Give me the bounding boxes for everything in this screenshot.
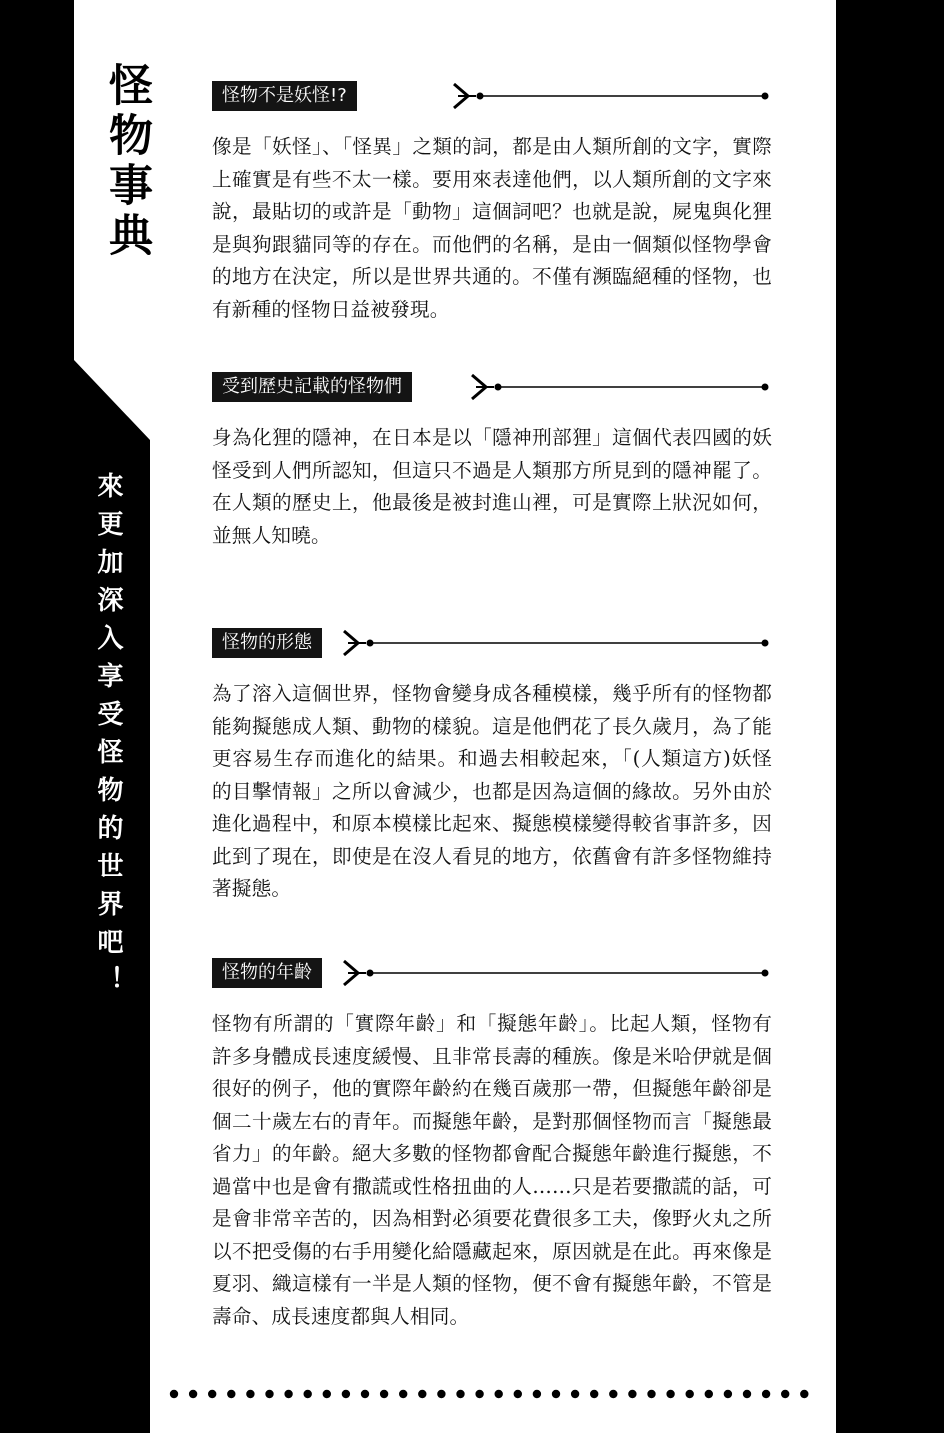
arrow-line-icon bbox=[342, 628, 772, 658]
section-heading bbox=[212, 372, 772, 402]
sidebar-tagline: 來更加深入享受怪物的世界吧！ bbox=[93, 472, 123, 1004]
right-margin-bar bbox=[836, 0, 944, 1433]
divider-dot bbox=[628, 1390, 636, 1398]
divider-dot bbox=[724, 1390, 732, 1398]
divider-dot bbox=[208, 1390, 216, 1398]
arrow-line-icon bbox=[470, 372, 772, 402]
divider-dot bbox=[380, 1390, 388, 1398]
section-heading-label: 怪物的形態 bbox=[212, 628, 322, 658]
divider-dot bbox=[609, 1390, 617, 1398]
divider-dot bbox=[647, 1390, 655, 1398]
section-body: 怪物有所謂的「實際年齡」和「擬態年齡」。比起人類，怪物有許多身體成長速度緩慢、且非常長壽的種族。像是米哈伊就是個很好的例子，他的實際年齡約在幾百歲那一帶，但擬態年齡卻是個二十歲左右的青年。而擬態年齡，是對那個怪物而言「擬態最省力」的年齡。絕大多數的怪物都會配合擬態年齡進行擬態，不過當中也是會有撒謊或性格扭曲的人……只是若要撒謊的話，可是會非常辛苦的，因為相對必須要花費很多工夫，像野火丸之所以不把受傷的右手用變化給隱藏起來，原因就是在此。再來像是夏羽、織這樣有一半是人類的怪物，便不會有擬態年齡，不管是壽命、成長速度都與人相同。 bbox=[212, 1012, 772, 1328]
section-body: 像是「妖怪」、「怪異」之類的詞，都是由人類所創的文字，實際上確實是有些不太一樣。要用來表達他們，以人類所創的文字來說，最貼切的或許是「動物」這個詞吧？也就是說，屍鬼與化狸是與狗跟貓同等的存在。而他們的名稱，是由一個類似怪物學會的地方在決定，所以是世界共通的。不僅有瀕臨絕種的怪物，也有新種的怪物日益被發現。 bbox=[212, 135, 772, 321]
divider-dot bbox=[666, 1390, 674, 1398]
divider-dot bbox=[227, 1390, 235, 1398]
divider-dot bbox=[514, 1390, 522, 1398]
divider-dot bbox=[686, 1390, 694, 1398]
divider-dot bbox=[399, 1390, 407, 1398]
divider-dot bbox=[437, 1390, 445, 1398]
section-monster-forms bbox=[212, 628, 772, 925]
divider-dot bbox=[265, 1390, 273, 1398]
section-heading-label: 怪物的年齡 bbox=[212, 958, 322, 988]
divider-dot bbox=[456, 1390, 464, 1398]
section-body: 為了溶入這個世界，怪物會變身成各種模樣，幾乎所有的怪物都能夠擬態成人類、動物的樣貌。這是他們花了長久歲月，為了能更容易生存而進化的結果。和過去相較起來，「(人類這方)妖怪的目擊情報」之所以會減少，也都是因為這個的緣故。另外由於進化過程中，和原本模樣比起來、擬態模樣變得較省事許多，因此到了現在，即使是在沒人看見的地方，依舊會有許多怪物維持著擬態。 bbox=[212, 682, 772, 900]
dotted-divider bbox=[166, 1384, 826, 1404]
page-title: 怪物事典 bbox=[101, 62, 152, 262]
divider-dot bbox=[246, 1390, 254, 1398]
divider-dot bbox=[418, 1390, 426, 1398]
divider-dot bbox=[762, 1390, 770, 1398]
divider-dot bbox=[361, 1390, 369, 1398]
divider-dot bbox=[495, 1390, 503, 1398]
section-monster-age bbox=[212, 958, 772, 1353]
arrow-line-icon bbox=[342, 958, 772, 988]
divider-dot bbox=[170, 1390, 178, 1398]
section-heading bbox=[212, 628, 772, 658]
arrow-line-icon bbox=[452, 81, 772, 111]
divider-dot bbox=[705, 1390, 713, 1398]
section-heading-label: 怪物不是妖怪!? bbox=[212, 81, 357, 111]
divider-dot bbox=[189, 1390, 197, 1398]
section-historical-monsters bbox=[212, 372, 772, 572]
section-heading bbox=[212, 958, 772, 988]
divider-dot bbox=[342, 1390, 350, 1398]
section-body: 身為化狸的隱神，在日本是以「隱神刑部狸」這個代表四國的妖怪受到人們所認知，但這只不過是人類那方所見到的隱神罷了。在人類的歷史上，他最後是被封進山裡，可是實際上狀況如何，並無人知曉。 bbox=[212, 426, 772, 547]
section-monsters-not-yokai bbox=[212, 81, 772, 346]
divider-dot bbox=[533, 1390, 541, 1398]
divider-dot bbox=[284, 1390, 292, 1398]
divider-dot bbox=[571, 1390, 579, 1398]
divider-dot bbox=[475, 1390, 483, 1398]
divider-dot bbox=[552, 1390, 560, 1398]
divider-dot bbox=[590, 1390, 598, 1398]
divider-dot bbox=[781, 1390, 789, 1398]
section-heading-label: 受到歷史記載的怪物們 bbox=[212, 372, 412, 402]
divider-dot bbox=[304, 1390, 312, 1398]
divider-dot bbox=[743, 1390, 751, 1398]
divider-dot bbox=[323, 1390, 331, 1398]
section-heading bbox=[212, 81, 772, 111]
divider-dot bbox=[800, 1390, 808, 1398]
